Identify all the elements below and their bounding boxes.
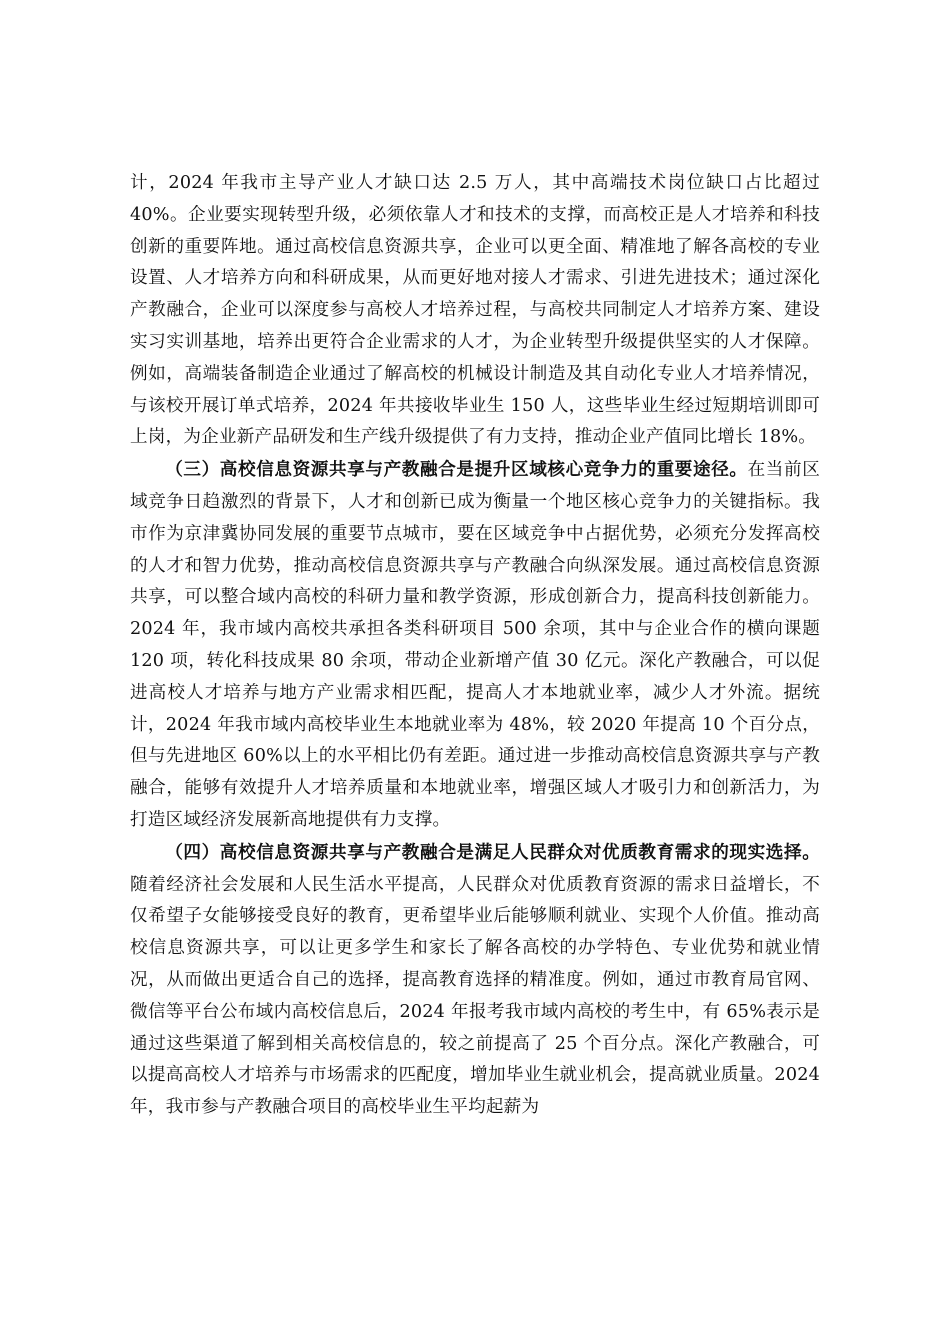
section-heading: （四）高校信息资源共享与产教融合是满足人民群众对优质教育需求的现实选择。 — [165, 841, 820, 863]
paragraph-continuation — [130, 168, 820, 454]
paragraph-text: 计，2024 年我市主导产业人才缺口达 2.5 万人，其中高端技术岗位缺口占比超过 40%。企业要实现转型升级，必须依靠人才和技术的支撑，而高校正是人才培养和科技创新的重要阵地。通过高校信息资源共享，企业可以更全面、精准地了解各高校的专业设置、人才培养方向和科研成果，从而更好地对接人才需求、引进先进技术；通过深化产教融合，企业可以深度参与高校人才培养过程，与高校共同制定人才培养方案、建设实习实训基地，培养出更符合企业需求的人才，为企业转型升级提供坚实的人才保障。例如，高端装备制造企业通过了解高校的机械设计制造及其自动化专业人才培养情况，与该校开展订单式培养，2024 年共接收毕业生 150 人，这些毕业生经过短期培训即可上岗，为企业新产品研发和生产线升级提供了有力支持，推动企业产值同比增长 18%。 — [130, 173, 820, 448]
paragraph-text: 在当前区域竞争日趋激烈的背景下，人才和创新已成为衡量一个地区核心竞争力的关键指标。我市作为京津冀协同发展的重要节点城市，要在区域竞争中占据优势，必须充分发挥高校的人才和智力优势，推动高校信息资源共享与产教融合向纵深发展。通过高校信息资源共享，可以整合域内高校的科研力量和教学资源，形成创新合力，提高科技创新能力。2024 年，我市域内高校共承担各类科研项目 500 余项，其中与企业合作的横向课题 120 项，转化科技成果 80 余项，带动企业新增产值 30 亿元。深化产教融合，可以促进高校人才培养与地方产业需求相匹配，提高人才本地就业率，减少人才外流。据统计，2024 年我市域内高校毕业生本地就业率为 48%，较 2020 年提高 10 个百分点，但与先进地区 60%以上的水平相比仍有差距。通过进一步推动高校信息资源共享与产教融合，能够有效提升人才培养质量和本地就业率，增强区域人才吸引力和创新活力，为打造区域经济发展新高地提供有力支撑。 — [130, 460, 820, 830]
document-body — [130, 168, 820, 1124]
paragraph-section-4 — [130, 837, 820, 1124]
section-heading: （三）高校信息资源共享与产教融合是提升区域核心竞争力的重要途径。 — [165, 459, 748, 481]
paragraph-text: 随着经济社会发展和人民生活水平提高，人民群众对优质教育资源的需求日益增长，不仅希望子女能够接受良好的教育，更希望毕业后能够顺利就业、实现个人价值。推动高校信息资源共享，可以让更多学生和家长了解各高校的办学特色、专业优势和就业情况，从而做出更适合自己的选择，提高教育选择的精准度。例如，通过市教育局官网、微信等平台公布域内高校信息后，2024 年报考我市域内高校的考生中，有 65%表示是通过这些渠道了解到相关高校信息的，较之前提高了 25 个百分点。深化产教融合，可以提高高校人才培养与市场需求的匹配度，增加毕业生就业机会，提高就业质量。2024 年，我市参与产教融合项目的高校毕业生平均起薪为 — [130, 874, 820, 1118]
paragraph-section-3 — [130, 454, 820, 837]
